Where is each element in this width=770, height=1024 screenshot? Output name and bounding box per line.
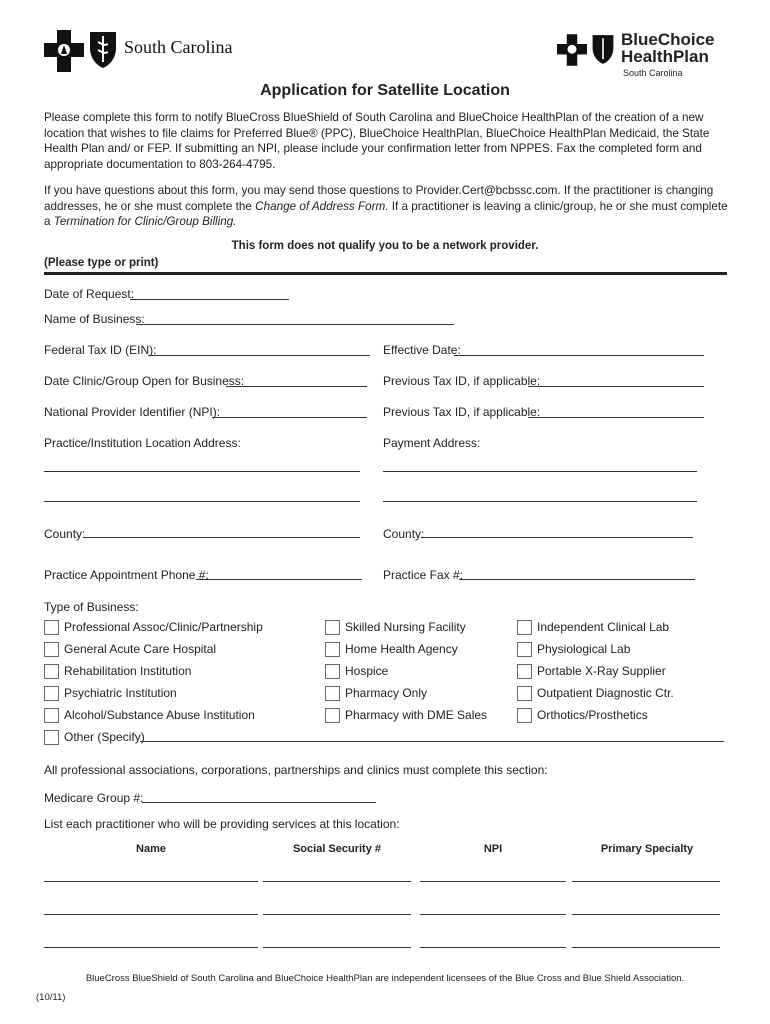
blue-cross-icon bbox=[44, 30, 84, 72]
right-logo-line2: HealthPlan bbox=[621, 47, 709, 66]
specialty-cell[interactable] bbox=[572, 947, 720, 948]
checkbox-label: Skilled Nursing Facility bbox=[345, 620, 466, 634]
questions-text-1: If you have questions about this form, you may send those questions to Provider.Cert@bcbssc.com. If the practitioner is changing addresses, he or she must complete the bbox=[44, 184, 714, 213]
location-address-line-2[interactable] bbox=[44, 501, 360, 502]
date-open-field[interactable] bbox=[226, 386, 367, 387]
npi-cell[interactable] bbox=[420, 881, 566, 882]
ssn-cell[interactable] bbox=[263, 947, 411, 948]
practice-fax-field[interactable] bbox=[459, 579, 695, 580]
checkbox-label: Home Health Agency bbox=[345, 642, 458, 656]
practitioner-list-label: List each practitioner who will be providing services at this location: bbox=[44, 817, 400, 831]
type-of-business-label: Type of Business: bbox=[44, 600, 139, 614]
checkbox-label: Other (Specify) bbox=[64, 730, 145, 744]
column-header-ssn: Social Security # bbox=[292, 843, 382, 855]
medicare-group-field[interactable] bbox=[142, 802, 376, 803]
medicare-group-label: Medicare Group #: bbox=[44, 791, 144, 805]
checkbox[interactable] bbox=[44, 708, 59, 723]
checkbox[interactable] bbox=[325, 686, 340, 701]
checkbox[interactable] bbox=[517, 708, 532, 723]
column-header-specialty: Primary Specialty bbox=[600, 843, 694, 855]
npi-cell[interactable] bbox=[420, 914, 566, 915]
date-open-label: Date Clinic/Group Open for Business: bbox=[44, 374, 245, 388]
ssn-cell[interactable] bbox=[263, 914, 411, 915]
checkbox-label: Independent Clinical Lab bbox=[537, 620, 670, 634]
blue-shield-icon bbox=[591, 33, 615, 66]
name-cell[interactable] bbox=[44, 947, 258, 948]
checkbox-label: General Acute Care Hospital bbox=[64, 642, 217, 656]
checkbox-label: Orthotics/Prosthetics bbox=[537, 708, 648, 722]
checkbox-label: Pharmacy with DME Sales bbox=[345, 708, 488, 722]
practice-fax-label: Practice Fax #: bbox=[383, 568, 464, 582]
effective-date-field[interactable] bbox=[454, 355, 704, 356]
column-header-npi: NPI bbox=[483, 843, 503, 855]
federal-tax-id-label: Federal Tax ID (EIN): bbox=[44, 343, 157, 357]
payment-address-line-1[interactable] bbox=[383, 471, 697, 472]
ssn-cell[interactable] bbox=[263, 881, 411, 882]
checkbox-label: Alcohol/Substance Abuse Institution bbox=[64, 708, 255, 722]
page-title: Application for Satellite Location bbox=[260, 82, 510, 99]
previous-tax-id-label-1: Previous Tax ID, if applicable: bbox=[383, 374, 541, 388]
right-logo-line3: South Carolina bbox=[623, 68, 683, 78]
previous-tax-id-field-1[interactable] bbox=[528, 386, 704, 387]
checkbox[interactable] bbox=[517, 620, 532, 635]
checkbox[interactable] bbox=[517, 664, 532, 679]
location-address-label: Practice/Institution Location Address: bbox=[44, 436, 241, 450]
checkbox[interactable] bbox=[325, 620, 340, 635]
checkbox[interactable] bbox=[44, 686, 59, 701]
checkbox[interactable] bbox=[325, 642, 340, 657]
specialty-cell[interactable] bbox=[572, 914, 720, 915]
footer-text: BlueCross BlueShield of South Carolina and BlueChoice HealthPlan are independent licensees of the Blue Cross and Blue Shield Association. bbox=[85, 973, 685, 984]
payment-address-label: Payment Address: bbox=[383, 436, 481, 450]
right-logo-line1: BlueChoice bbox=[621, 30, 715, 49]
specialty-cell[interactable] bbox=[572, 881, 720, 882]
checkbox-label: Rehabilitation Institution bbox=[64, 664, 192, 678]
location-address-line-1[interactable] bbox=[44, 471, 360, 472]
name-cell[interactable] bbox=[44, 881, 258, 882]
county-right-label: County: bbox=[383, 527, 425, 541]
network-notice: This form does not qualify you to be a network provider. bbox=[231, 240, 539, 252]
checkbox-label: Professional Assoc/Clinic/Partnership bbox=[64, 620, 263, 634]
checkbox-label: Portable X-Ray Supplier bbox=[537, 664, 666, 678]
checkbox[interactable] bbox=[325, 708, 340, 723]
blue-shield-icon bbox=[88, 30, 118, 70]
checkbox-label: Pharmacy Only bbox=[345, 686, 428, 700]
left-logo-text: South Carolina bbox=[124, 37, 233, 57]
section-divider bbox=[44, 272, 727, 275]
previous-tax-id-field-2[interactable] bbox=[528, 417, 704, 418]
npi-field[interactable] bbox=[212, 417, 367, 418]
checkbox-label: Physiological Lab bbox=[537, 642, 631, 656]
county-left-field[interactable] bbox=[84, 537, 360, 538]
checkbox-label: Outpatient Diagnostic Ctr. bbox=[537, 686, 674, 700]
change-of-address-link[interactable]: Change of Address Form. bbox=[255, 199, 389, 213]
npi-label: National Provider Identifier (NPI): bbox=[44, 405, 221, 419]
checkbox[interactable] bbox=[325, 664, 340, 679]
bluechoice-logo bbox=[557, 30, 727, 82]
checkbox[interactable] bbox=[517, 642, 532, 657]
appointment-phone-label: Practice Appointment Phone #: bbox=[44, 568, 209, 582]
appointment-phone-field[interactable] bbox=[196, 579, 362, 580]
termination-link[interactable]: Termination for Clinic/Group Billing. bbox=[53, 215, 237, 228]
checkbox[interactable] bbox=[44, 730, 59, 745]
bcbs-logo bbox=[44, 28, 254, 78]
npi-cell[interactable] bbox=[420, 947, 566, 948]
questions-text-2: If a practitioner is leaving a clinic/group, he or she must complete a bbox=[44, 199, 728, 228]
checkbox[interactable] bbox=[44, 664, 59, 679]
name-cell[interactable] bbox=[44, 914, 258, 915]
county-right-field[interactable] bbox=[421, 537, 693, 538]
questions-paragraph bbox=[44, 183, 734, 230]
intro-paragraph: Please complete this form to notify BlueCross BlueShield of South Carolina and BlueChoice HealthPlan of the creation of a new location that wishes to file claims for Preferred Blue® (PPC), BlueChoice HealthPlan, BlueChoice HealthPlan Medicaid, the State Health Plan and/ or FEP. If submitting an NPI, please include your confirmation letter from NPPES. Fax the completed form and appropriate documentation to 803-264-4795. bbox=[44, 111, 710, 171]
payment-address-line-2[interactable] bbox=[383, 501, 697, 502]
date-of-request-label: Date of Request: bbox=[44, 287, 135, 301]
previous-tax-id-label-2: Previous Tax ID, if applicable: bbox=[383, 405, 541, 419]
column-header-name: Name bbox=[136, 843, 166, 855]
other-specify-field[interactable] bbox=[140, 741, 724, 742]
county-left-label: County: bbox=[44, 527, 86, 541]
federal-tax-id-field[interactable] bbox=[148, 355, 370, 356]
checkbox[interactable] bbox=[44, 642, 59, 657]
effective-date-label: Effective Date: bbox=[383, 343, 461, 357]
checkbox-label: Psychiatric Institution bbox=[64, 686, 177, 700]
form-code: (10/11) bbox=[36, 992, 66, 1003]
name-of-business-field[interactable] bbox=[136, 324, 454, 325]
blue-cross-icon bbox=[557, 34, 587, 66]
checkbox[interactable] bbox=[517, 686, 532, 701]
checkbox[interactable] bbox=[44, 620, 59, 635]
print-note: (Please type or print) bbox=[44, 257, 159, 269]
checkbox-label: Hospice bbox=[345, 664, 389, 678]
name-of-business-label: Name of Business: bbox=[44, 312, 145, 326]
section-note: All professional associations, corporations, partnerships and clinics must complete this section: bbox=[44, 763, 548, 777]
date-of-request-field[interactable] bbox=[130, 299, 289, 300]
